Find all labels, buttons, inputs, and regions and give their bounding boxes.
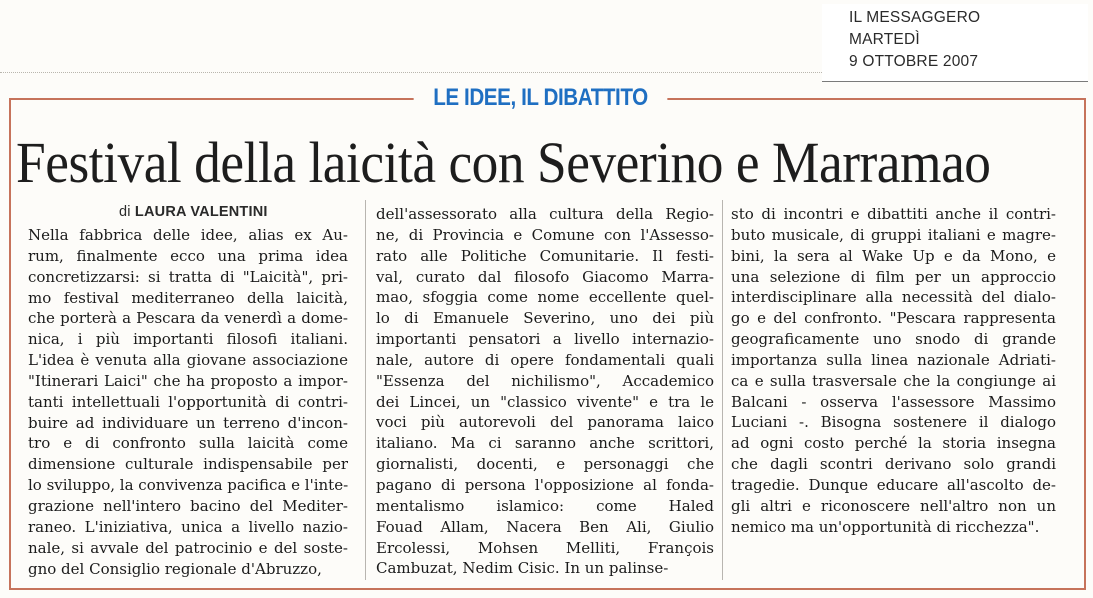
- article-text-line: nica, i più importanti filosofi italiani.: [28, 330, 348, 349]
- article-text-line: raneo. L'iniziativa, unica a livello nazio-: [28, 517, 348, 536]
- article-text-line: Ercolessi, Mohsen Melliti, François: [376, 538, 714, 557]
- article-text-line: nale, autore di opere fondamentali quali: [376, 350, 714, 369]
- article-text-line: gno del Consiglio regionale d'Abruzzo,: [28, 559, 322, 578]
- article-text-line: dimensione culturale indispensabile per: [28, 455, 348, 474]
- article-text-line: buto musicale, di gruppi italiani e magre-: [731, 225, 1056, 244]
- article-text-line: ad ogni costo perché la storia insegna: [731, 434, 1056, 453]
- article-text-line: mao, sfoggia come nome eccellente quel-: [376, 288, 714, 307]
- article-text-line: Nella fabbrica delle idee, alias ex Au-: [28, 226, 348, 244]
- section-label: LE IDEE, IL DIBATTITO: [414, 80, 668, 116]
- column-divider: [722, 200, 723, 580]
- article-text-line: pagano di persona l'opposizione al fonda-: [376, 475, 714, 494]
- article-text-line: tanti intellettuali l'opportunità di contri-: [28, 392, 348, 411]
- article-text-line: "Itinerari Laici" che ha proposto a impor-: [28, 371, 348, 390]
- article-text-line: go e del confronto. "Pescara rappresenta: [731, 309, 1056, 328]
- article-text-line: Luciani -. Bisogna sostenere il dialogo: [731, 413, 1056, 432]
- source-header: [822, 4, 1088, 82]
- byline-prefix: di: [119, 204, 131, 220]
- article-text-line: rato alle Politiche Comunitarie. Il festi-: [376, 246, 714, 265]
- article-text-line: Balcani - osserva l'assessore Massimo: [731, 392, 1056, 411]
- article-text-line: lo sviluppo, la convivenza pacifica e l'inte-: [28, 476, 348, 495]
- article-text-line: lo di Emanuele Severino, uno dei più: [376, 309, 714, 328]
- article-text-line: ne, di Provincia e Comune con l'Assesso-: [376, 225, 714, 244]
- clipping-edge: [0, 72, 822, 73]
- article-text-line: bini, la sera al Wake Up e da Mono, e: [731, 246, 1056, 265]
- article-text-line: ca e sulla trasversale che la congiunge ai: [731, 371, 1056, 390]
- article-text-line: importanza sulla linea nazionale Adriati-: [731, 350, 1056, 369]
- article-text-line: sto di incontri e dibattiti anche il contri-: [731, 205, 1056, 223]
- article-text-line: dei Lincei, un "classico vivente" e tra le: [376, 392, 714, 411]
- article-text-line: grazione nell'intero bacino del Mediter-: [28, 496, 348, 515]
- article-text-line: nemico ma un'opportunità di ricchezza".: [731, 517, 1040, 536]
- newspaper-name: IL MESSAGGERO: [849, 9, 981, 26]
- article-text-line: dell'assessorato alla cultura della Regio-: [376, 205, 714, 223]
- article-text-line: rum, finalmente ecco una prima idea: [28, 246, 348, 265]
- article-text-line: importanti pensatori a livello internazio-: [376, 330, 714, 349]
- article-text-line: giornalisti, docenti, e personaggi che: [376, 455, 714, 474]
- article-text-line: italiano. Ma ci saranno anche scrittori,: [376, 434, 714, 453]
- article-text-line: interdisciplinare alla necessità del dialo-: [731, 288, 1056, 307]
- article-column-2: [376, 204, 714, 579]
- article-column-1: [28, 225, 348, 579]
- article-text-line: Cambuzat, Nedim Cisic. In un palinse-: [376, 559, 669, 578]
- article-text-line: gli altri e riconoscere nell'altro non un: [731, 496, 1056, 515]
- article-text-line: geograficamente uno snodo di grande: [731, 330, 1056, 349]
- article-text-line: tragedie. Dunque educare all'ascolto de-: [731, 475, 1056, 494]
- article-text-line: mo festival mediterraneo della laicità,: [28, 288, 348, 307]
- byline: [119, 204, 268, 220]
- column-divider: [365, 200, 366, 580]
- publication-weekday: MARTEDÌ: [849, 31, 920, 48]
- article-column-3: [731, 204, 1056, 538]
- article-text-line: nale, si avvale del patrocinio e del soste-: [28, 538, 348, 557]
- article-text-line: mentalismo islamico: come Haled: [376, 496, 714, 515]
- byline-author: LAURA VALENTINI: [134, 204, 268, 220]
- article-text-line: concretizzarsi: si tratta di "Laicità", pri-: [28, 267, 348, 286]
- article-text-line: buire ad individuare un terreno d'incon-: [28, 413, 348, 432]
- article-text-line: "Essenza del nichilismo", Accademico: [376, 371, 714, 390]
- article-headline: Festival della laicità con Severino e Marramao: [16, 130, 991, 195]
- publication-date: 9 OTTOBRE 2007: [849, 53, 979, 70]
- article-text-line: una selezione di film per un approccio: [731, 267, 1056, 286]
- article-text-line: che porterà a Pescara da venerdì a dome-: [28, 309, 348, 328]
- article-text-line: Fouad Allam, Nacera Ben Ali, Giulio: [376, 517, 714, 536]
- article-text-line: che dagli scontri derivano solo grandi: [731, 455, 1056, 474]
- article-text-line: val, curato dal filosofo Giacomo Marra-: [376, 267, 714, 286]
- article-text-line: voci più autorevoli del panorama laico: [376, 413, 714, 432]
- article-text-line: tro e di confronto sulla laicità come: [28, 434, 348, 453]
- article-text-line: L'idea è venuta alla giovane associazione: [28, 351, 348, 370]
